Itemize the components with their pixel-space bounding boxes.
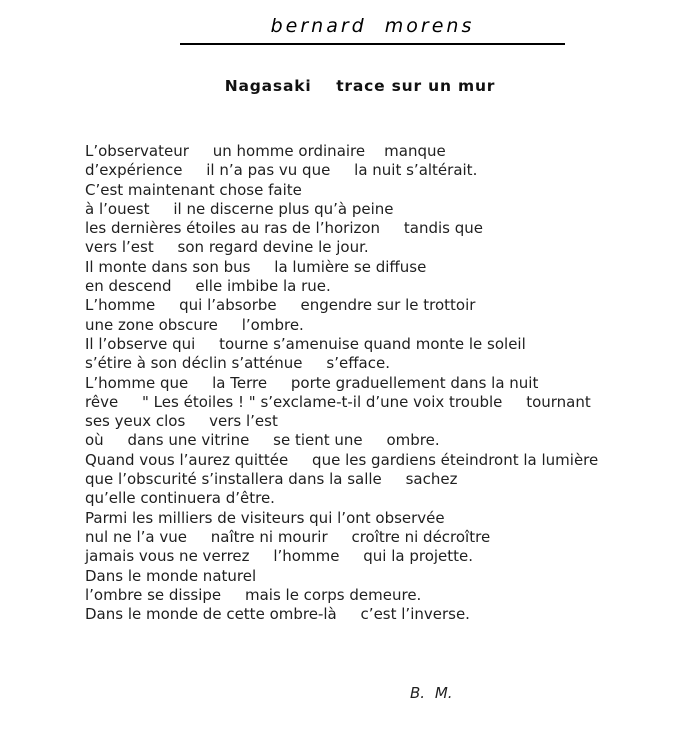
poem-line: Dans le monde naturel	[85, 566, 257, 585]
poem-line: nul ne l’a vue naître ni mourir croître ni décroître	[85, 527, 491, 546]
poem-line: une zone obscure l’ombre.	[85, 315, 304, 334]
poem-line: L’homme qui l’absorbe engendre sur le trottoir	[85, 296, 476, 315]
header-rule	[180, 43, 565, 45]
poem-line: en descend elle imbibe la rue.	[85, 277, 331, 296]
poem-line: rêve " Les étoiles ! " s’exclame-t-il d’une voix trouble tournant	[85, 392, 591, 411]
poem-line: Parmi les milliers de visiteurs qui l’ont observée	[85, 508, 445, 527]
poem-line: Dans le monde de cette ombre-là c’est l’inverse.	[85, 605, 470, 624]
poem-line: Il l’observe qui tourne s’amenuise quand monte le soleil	[85, 334, 526, 353]
author-name: bernard morens	[270, 15, 475, 37]
poem-line: L’observateur un homme ordinaire manque	[85, 142, 446, 160]
poem-body	[85, 142, 598, 624]
poem-line: qu’elle continuera d’être.	[85, 489, 275, 508]
poem-line: où dans une vitrine se tient une ombre.	[85, 431, 440, 450]
poem-line: s’étire à son déclin s’atténue s’efface.	[85, 354, 390, 373]
poem-line: jamais vous ne verrez l’homme qui la projette.	[85, 547, 474, 566]
poem-line: Quand vous l’aurez quittée que les gardiens éteindront la lumière	[85, 450, 599, 469]
poem-title: Nagasaki trace sur un mur	[224, 77, 496, 95]
poem-line: Il monte dans son bus la lumière se diffuse	[85, 257, 427, 276]
poem-line: L’homme que la Terre porte graduellement dans la nuit	[85, 373, 539, 392]
poem-line: les dernières étoiles au ras de l’horizon tandis que	[85, 219, 484, 238]
poem-line: à l’ouest il ne discerne plus qu’à peine	[85, 199, 394, 218]
poem-line: l’ombre se dissipe mais le corps demeure.	[85, 585, 422, 604]
author-initials: B. M.	[410, 684, 453, 702]
poem-line: que l’obscurité s’installera dans la salle sachez	[85, 470, 458, 489]
poem-line: ses yeux clos vers l’est	[85, 412, 278, 431]
poem-line: vers l’est son regard devine le jour.	[85, 238, 369, 257]
poem-line: d’expérience il n’a pas vu que la nuit s’altérait.	[85, 161, 478, 180]
poem-line: C’est maintenant chose faite	[85, 180, 302, 199]
